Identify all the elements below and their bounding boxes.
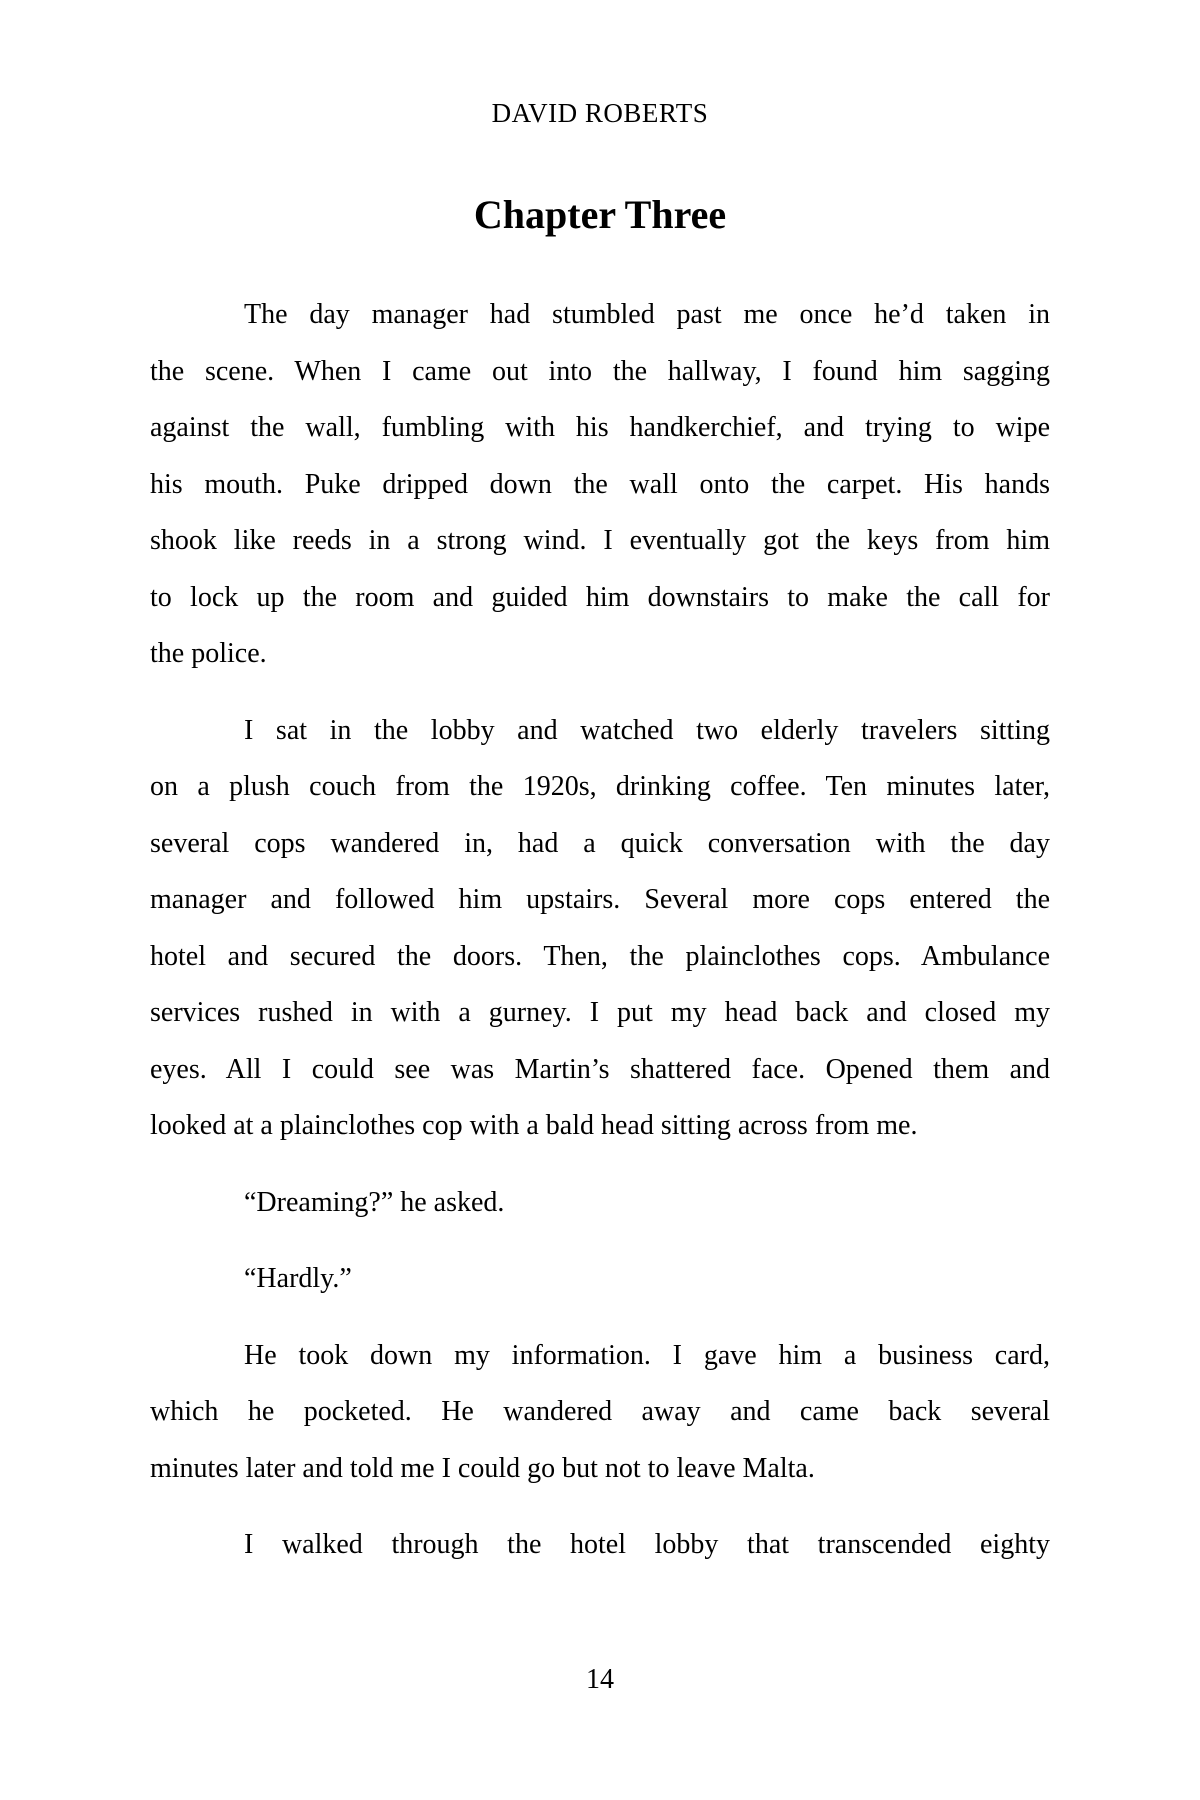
body-line: eyes. All I could see was Martin’s shattered face. Opened them and bbox=[150, 1053, 1050, 1085]
body-line: hotel and secured the doors. Then, the plainclothes cops. Ambulance bbox=[150, 940, 1050, 972]
body-line: his mouth. Puke dripped down the wall onto the carpet. His hands bbox=[150, 468, 1050, 500]
chapter-title: Chapter Three bbox=[473, 192, 727, 237]
paragraph bbox=[150, 1328, 1050, 1498]
body-line: manager and followed him upstairs. Several more cops entered the bbox=[150, 884, 1050, 915]
paragraph bbox=[150, 287, 1050, 683]
body-line: minutes later and told me I could go but not to leave Malta. bbox=[150, 1452, 815, 1484]
page-number: 14 bbox=[586, 1664, 614, 1695]
body-line: “Dreaming?” he asked. bbox=[244, 1186, 505, 1218]
body-text bbox=[150, 287, 1050, 1574]
body-line: which he pocketed. He wandered away and came back several bbox=[150, 1396, 1050, 1427]
paragraph bbox=[150, 1251, 1050, 1308]
paragraph bbox=[150, 1517, 1050, 1574]
body-line: The day manager had stumbled past me once he’d taken in bbox=[244, 299, 1050, 330]
body-line: services rushed in with a gurney. I put my head back and closed my bbox=[150, 997, 1050, 1028]
body-line: to lock up the room and guided him downstairs to make the call for bbox=[150, 581, 1050, 613]
body-line: looked at a plainclothes cop with a bald head sitting across from me. bbox=[150, 1110, 918, 1141]
body-line: against the wall, fumbling with his handkerchief, and trying to wipe bbox=[150, 412, 1050, 443]
body-line: “Hardly.” bbox=[244, 1263, 352, 1294]
paragraph bbox=[150, 703, 1050, 1155]
running-header: DAVID ROBERTS bbox=[491, 98, 709, 128]
body-line: I walked through the hotel lobby that transcended eighty bbox=[244, 1529, 1050, 1560]
body-line: He took down my information. I gave him a business card, bbox=[244, 1339, 1050, 1371]
paragraph bbox=[150, 1175, 1050, 1232]
body-line: several cops wandered in, had a quick conversation with the day bbox=[150, 827, 1050, 859]
body-line: on a plush couch from the 1920s, drinking coffee. Ten minutes later, bbox=[150, 771, 1050, 802]
body-line: the scene. When I came out into the hallway, I found him sagging bbox=[150, 355, 1050, 387]
body-line: I sat in the lobby and watched two elderly travelers sitting bbox=[244, 714, 1050, 746]
body-line: shook like reeds in a strong wind. I eventually got the keys from him bbox=[150, 525, 1050, 556]
body-line: the police. bbox=[150, 638, 267, 669]
